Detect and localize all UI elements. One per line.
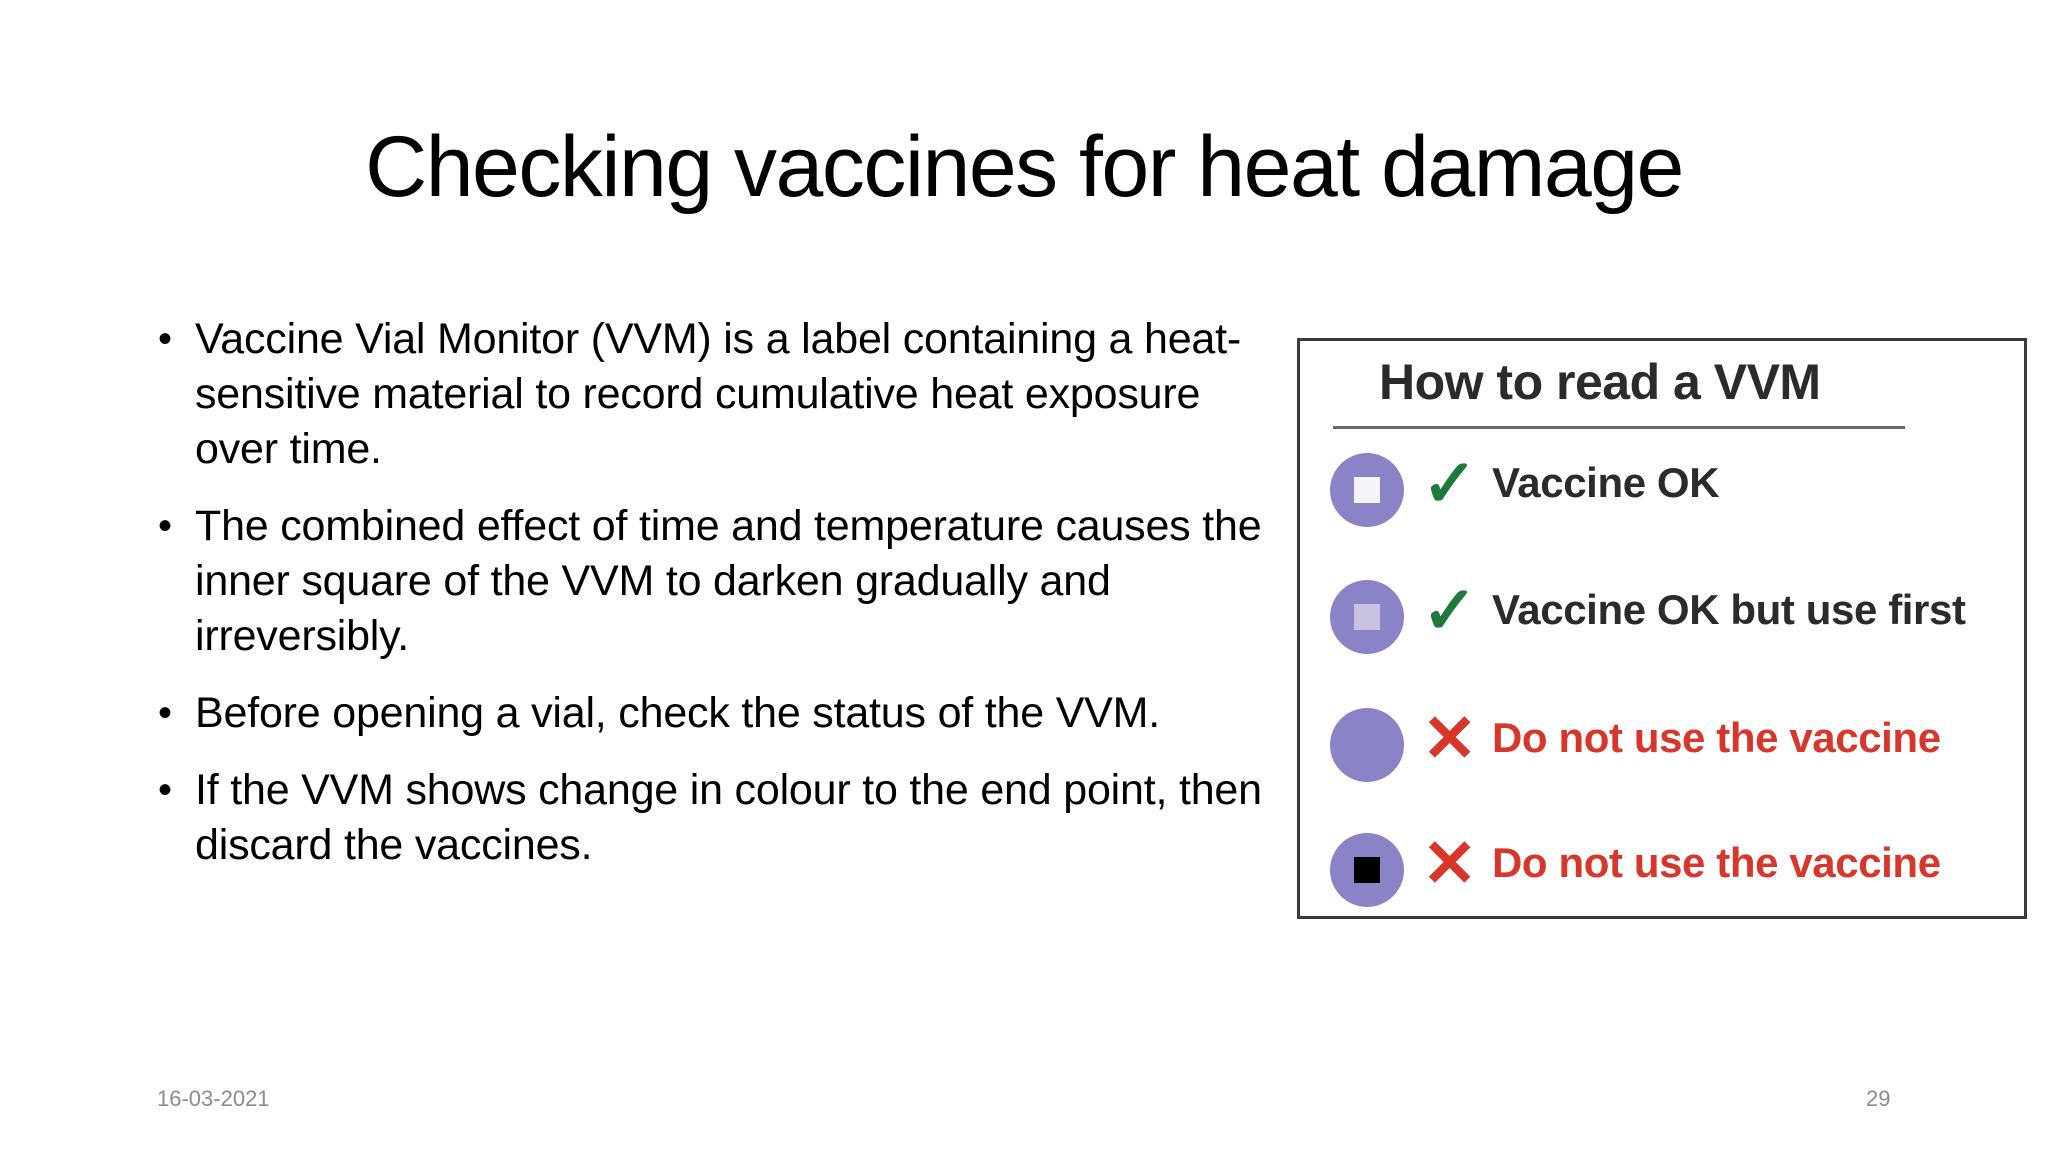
vvm-circle-icon — [1330, 453, 1404, 527]
vvm-status-label: Do not use the vaccine — [1492, 714, 1941, 761]
bullet-list — [150, 312, 1275, 895]
vvm-circle-icon — [1330, 580, 1404, 654]
vvm-status-label: Vaccine OK but use first — [1492, 586, 1966, 633]
footer-date: 16-03-2021 — [157, 1086, 270, 1111]
vvm-row — [1330, 826, 2020, 909]
bullet-text: Before opening a vial, check the status of the VVM. — [195, 689, 1161, 737]
bullet-text: Vaccine Vial Monitor (VVM) is a label containing a heat-sensitive material to record cumulative heat exposure over time. — [195, 315, 1242, 473]
vvm-inner-square — [1354, 477, 1380, 503]
vvm-inner-square — [1354, 732, 1380, 758]
vvm-row — [1330, 446, 2020, 529]
bullet-icon: • — [158, 691, 172, 735]
vvm-status-label: Do not use the vaccine — [1492, 839, 1941, 886]
page-number: 29 — [1866, 1086, 1891, 1111]
vvm-guide-title: How to read a VVM — [1379, 354, 1821, 410]
vvm-circle-icon — [1330, 708, 1404, 782]
slide-title: Checking vaccines for heat damage — [365, 119, 1683, 215]
bullet-icon: • — [158, 768, 172, 812]
bullet-item — [150, 763, 1275, 873]
vvm-row — [1330, 573, 2020, 656]
bullet-text: The combined effect of time and temperature causes the inner square of the VVM to darken gradually and irreversibly. — [195, 502, 1262, 660]
bullet-text: If the VVM shows change in colour to the end point, then discard the vaccines. — [195, 766, 1262, 869]
cross-icon: ✕ — [1422, 701, 1478, 775]
vvm-status-label: Vaccine OK — [1492, 459, 1720, 506]
vvm-inner-square — [1354, 604, 1380, 630]
vvm-circle-icon — [1330, 833, 1404, 907]
vvm-inner-square — [1354, 857, 1380, 883]
bullet-item — [150, 686, 1275, 741]
bullet-item — [150, 499, 1275, 664]
divider — [1333, 426, 1905, 429]
bullet-icon: • — [158, 504, 172, 548]
vvm-row — [1330, 701, 2020, 784]
check-icon: ✓ — [1422, 446, 1478, 520]
vvm-guide-image — [1297, 338, 2027, 919]
check-icon: ✓ — [1422, 573, 1478, 647]
bullet-item — [150, 312, 1275, 477]
cross-icon: ✕ — [1422, 826, 1478, 900]
bullet-icon: • — [158, 317, 172, 361]
